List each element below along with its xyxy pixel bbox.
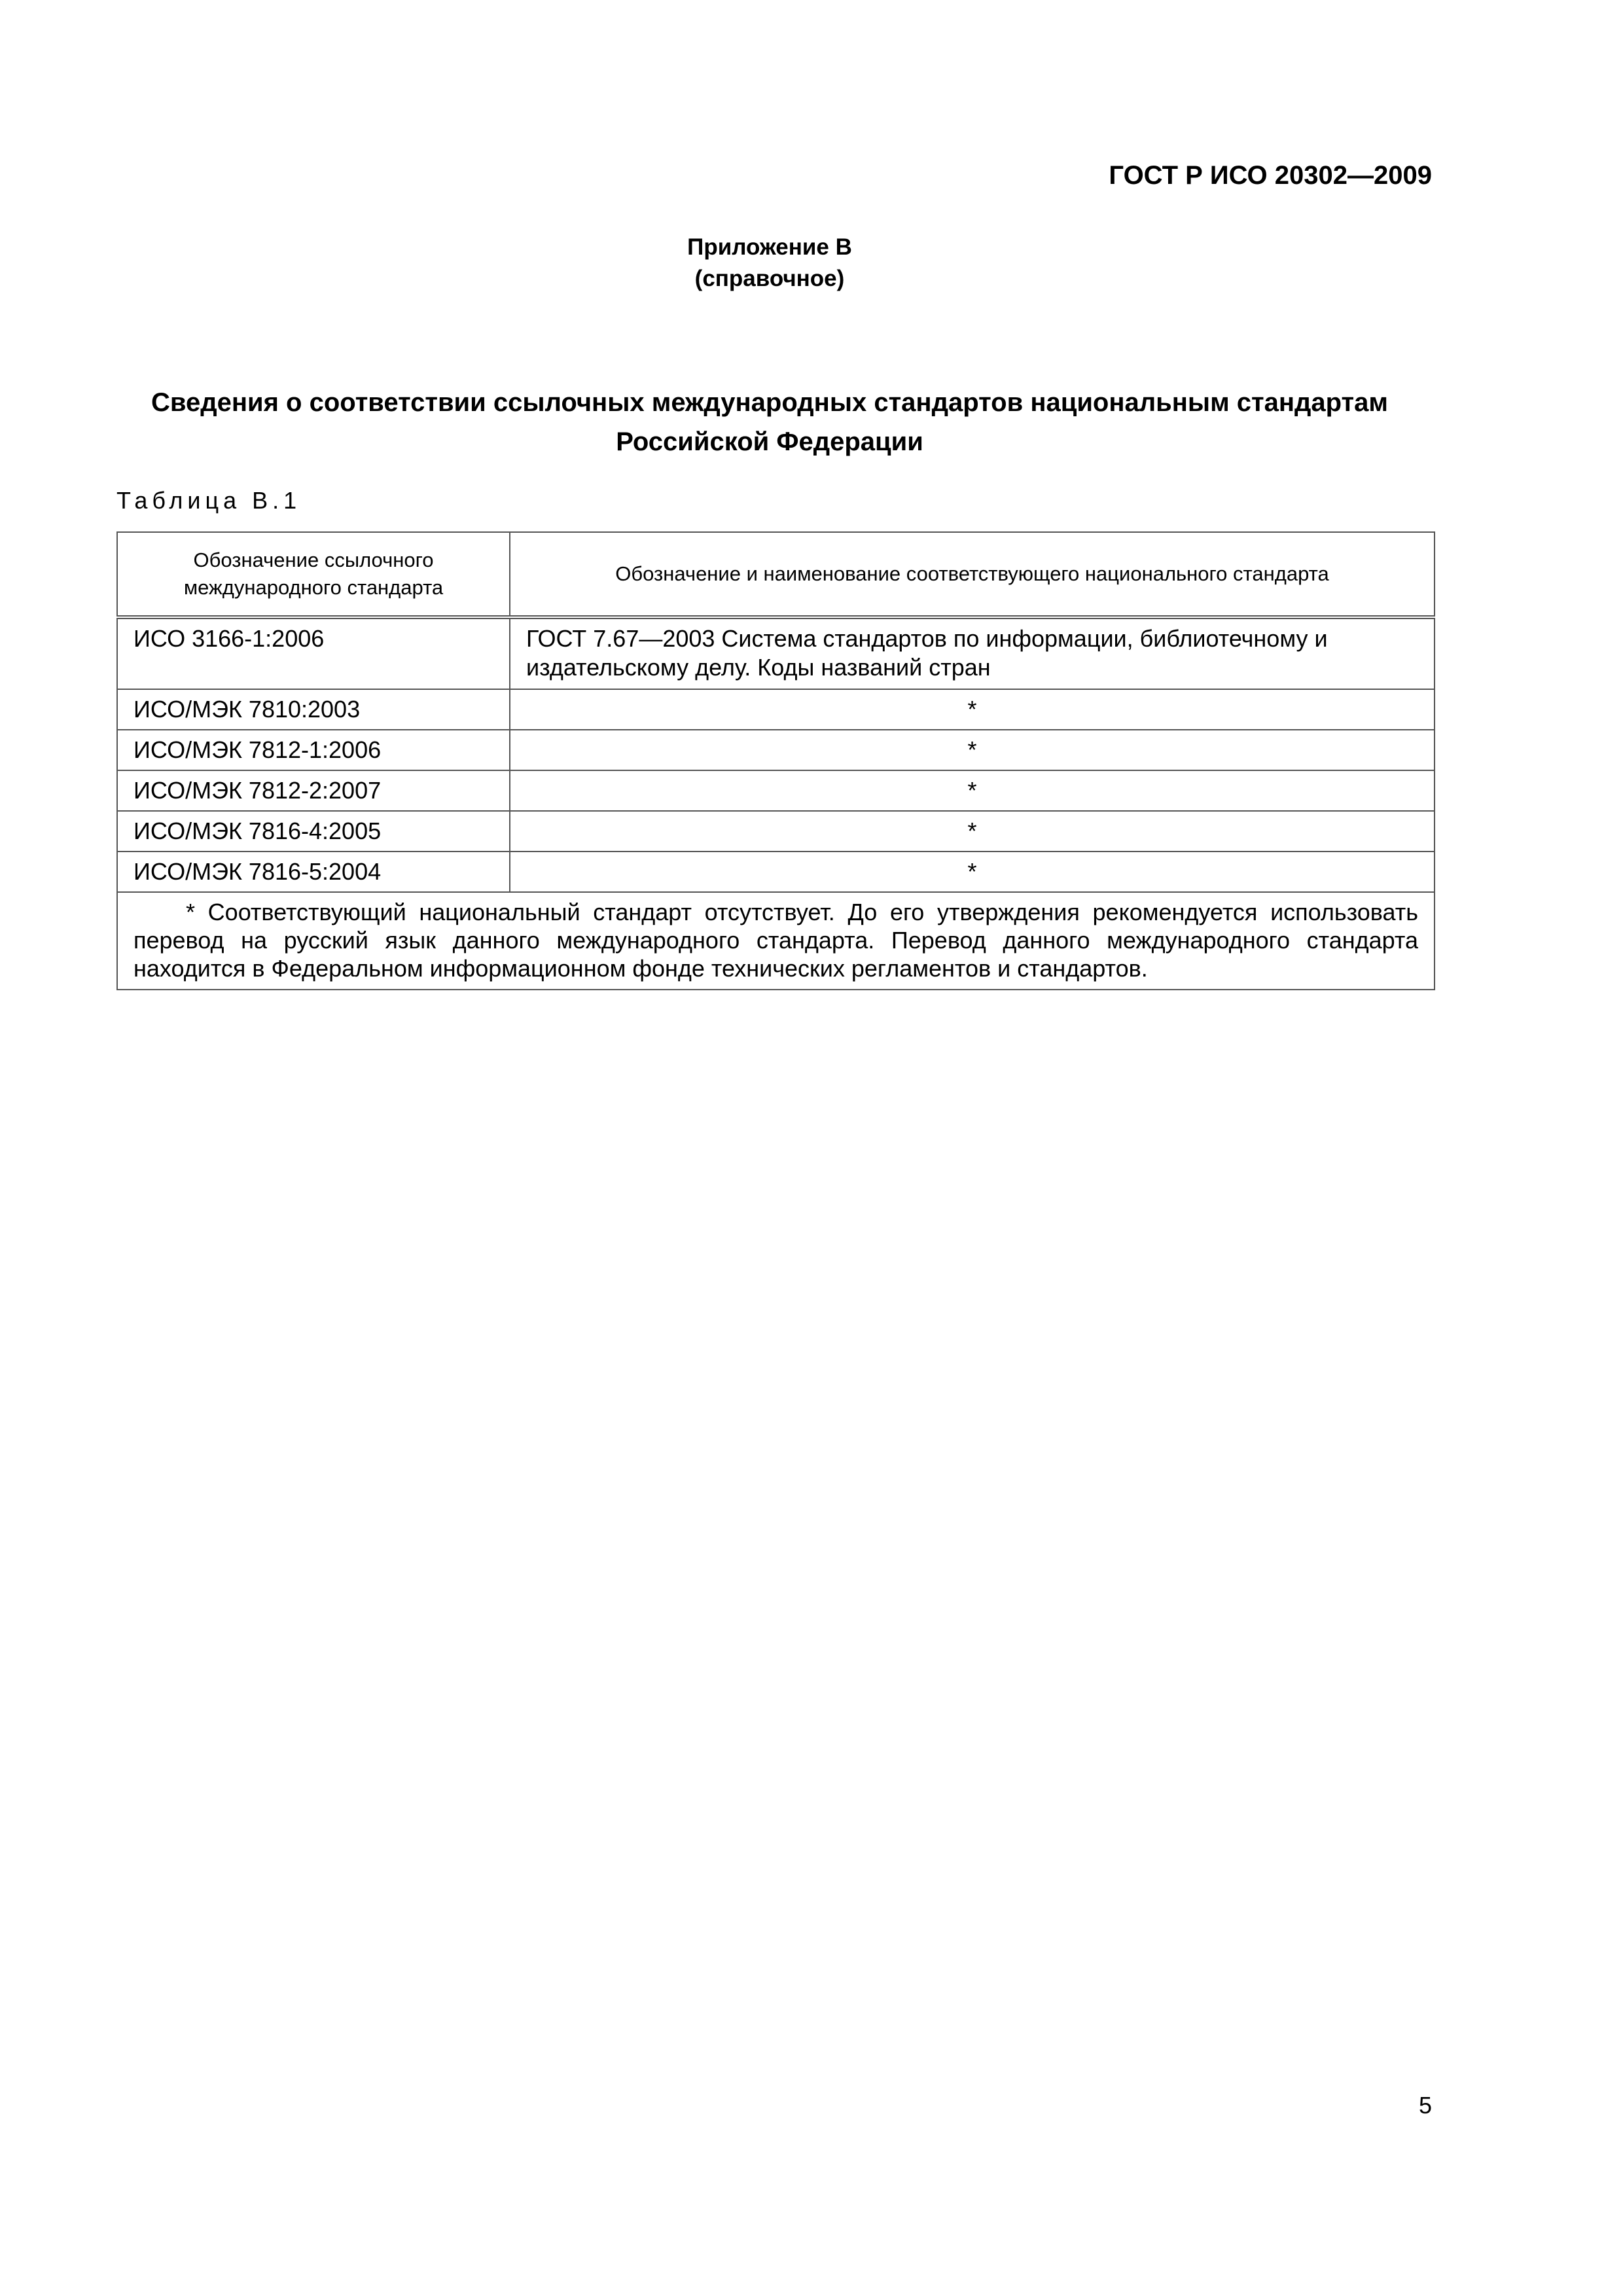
header-ref-standard: Обозначение ссылочного международного стандарта: [117, 532, 510, 617]
national-standard-cell: *: [510, 770, 1435, 811]
national-standard-cell: *: [510, 730, 1435, 770]
table-row: [117, 617, 1435, 689]
ref-standard-cell: ИСО/МЭК 7812-1:2006: [117, 730, 510, 770]
ref-standard-cell: ИСО/МЭК 7810:2003: [117, 689, 510, 730]
table-header-row: [117, 532, 1435, 617]
table-row: [117, 730, 1435, 770]
standards-table: [116, 531, 1435, 990]
main-title-line-2: Российской Федерации: [616, 427, 923, 456]
annex-heading: [0, 232, 1539, 295]
table-row: [117, 852, 1435, 892]
table-note-text: * Соответствующий национальный стандарт отсутствует. До его утверждения рекомендуется использовать перевод на русский язык данного международного стандарта. Перевод данного международного стандарта находится в Федеральном информационном фонде технических регламентов и стандартов.: [134, 899, 1418, 982]
national-standard-cell: *: [510, 811, 1435, 852]
header-national-standard: Обозначение и наименование соответствующего национального стандарта: [510, 532, 1435, 617]
ref-standard-cell: ИСО/МЭК 7816-5:2004: [117, 852, 510, 892]
main-title-line-1: Сведения о соответствии ссылочных международных стандартов национальным стандартам: [151, 388, 1388, 417]
table-row: [117, 689, 1435, 730]
national-standard-cell: *: [510, 689, 1435, 730]
ref-standard-cell: ИСО/МЭК 7816-4:2005: [117, 811, 510, 852]
annex-title: Приложение В: [687, 234, 852, 260]
page-number: 5: [1418, 2092, 1432, 2119]
national-standard-cell: *: [510, 852, 1435, 892]
table-note-row: [117, 892, 1435, 990]
table-caption: Таблица В.1: [116, 487, 302, 514]
main-title: [115, 383, 1424, 461]
ref-standard-cell: ИСО 3166-1:2006: [117, 617, 510, 689]
national-standard-cell: ГОСТ 7.67—2003 Система стандартов по информации, библиотечному и издательскому делу. Коды названий стран: [510, 617, 1435, 689]
table-row: [117, 811, 1435, 852]
annex-status: (справочное): [694, 266, 845, 291]
table-note: [117, 892, 1435, 990]
ref-standard-cell: ИСО/МЭК 7812-2:2007: [117, 770, 510, 811]
table-row: [117, 770, 1435, 811]
document-code: ГОСТ Р ИСО 20302—2009: [1109, 161, 1432, 190]
